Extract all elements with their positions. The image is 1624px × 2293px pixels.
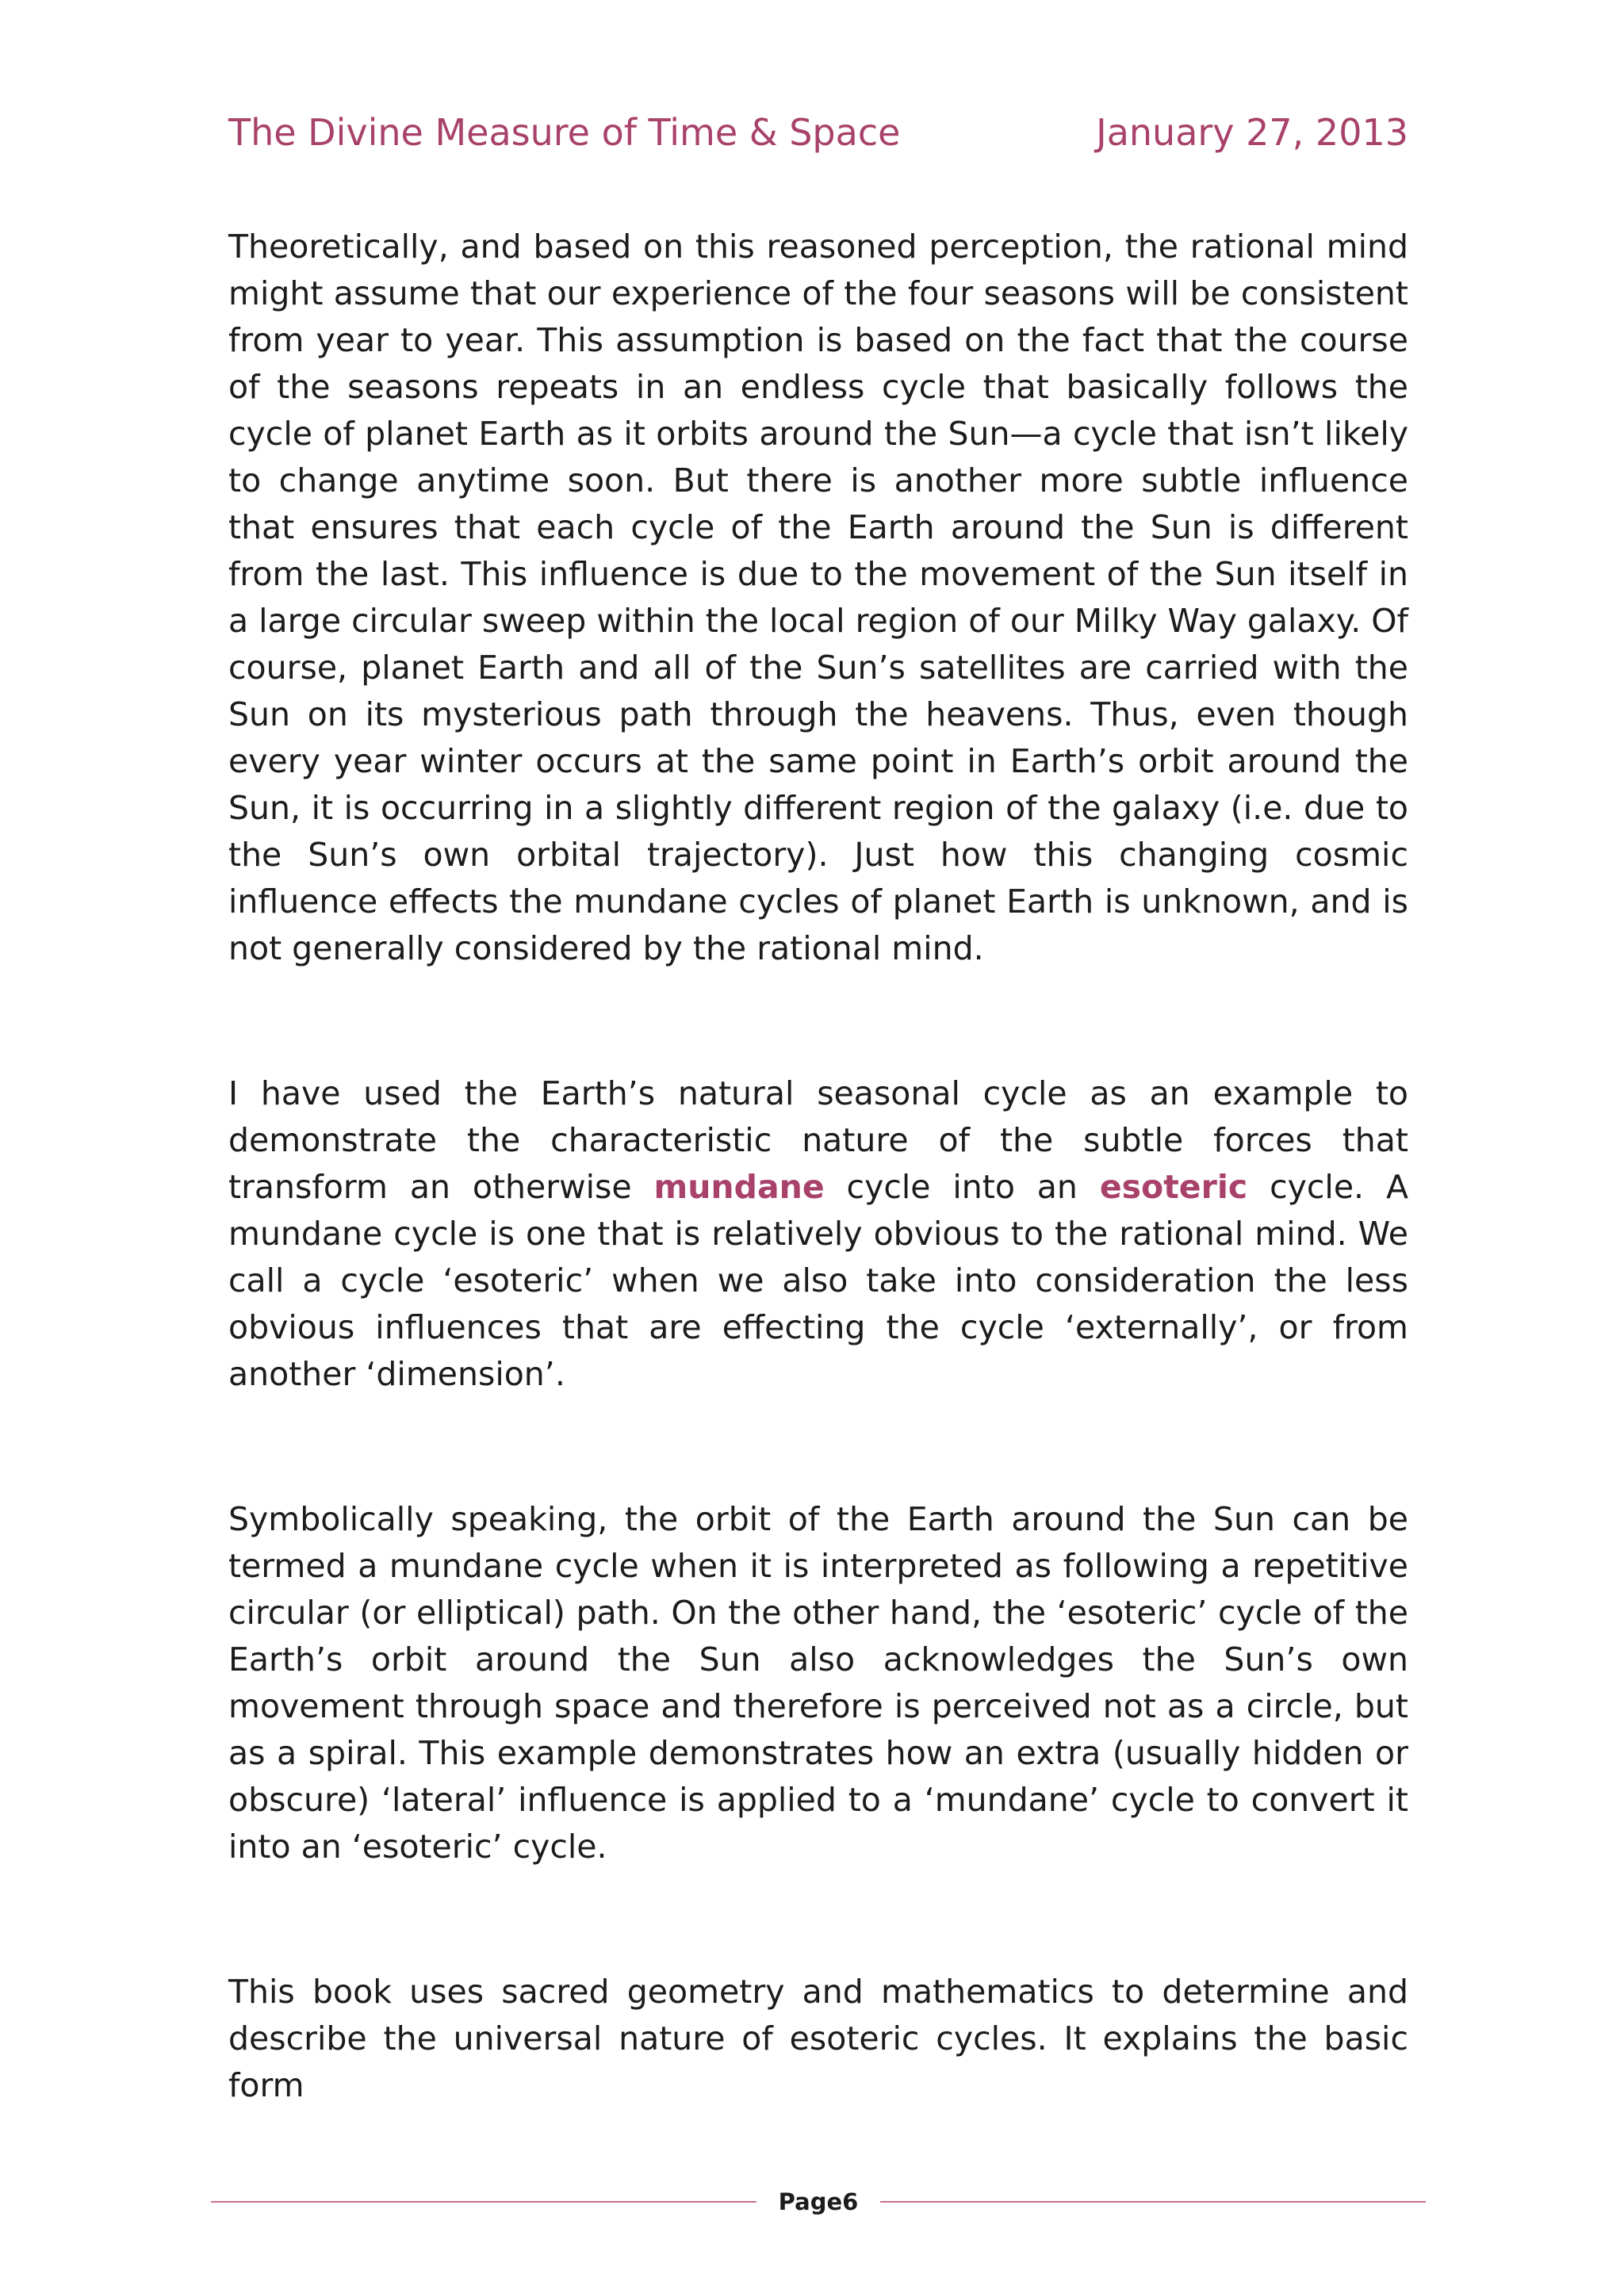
page-footer: [211, 2182, 1426, 2222]
paragraph-4: This book uses sacred geometry and mathematics to determine and describe the universal nature of esoteric cycles. It explains the basic form: [228, 1973, 1408, 2104]
body-text: [228, 224, 1408, 2109]
page-number: Page6: [778, 2188, 859, 2215]
paragraph-2-part-a: I have used the Earth’s natural seasonal cycle as an example to demonstrate the characteristic nature of the subtle forces that transform an otherwise: [228, 1074, 1408, 1206]
running-header: [228, 105, 1408, 160]
document-title: The Divine Measure of Time & Space: [228, 111, 901, 154]
paragraph-1: Theoretically, and based on this reasoned perception, the rational mind might assume that our experience of the four seasons will be consistent from year to year. This assumption is based on the fact that the course of the seasons repeats in an endless cycle that basically follows the cycle of planet Earth as it orbits around the Sun—a cycle that isn’t likely to change anytime soon. But there is another more subtle influence that ensures that each cycle of the Earth around the Sun is different from the last. This influence is due to the movement of the Sun itself in a large circular sweep within the local region of our Milky Way galaxy. Of course, planet Earth and all of the Sun’s satellites are carried with the Sun on its mysterious path through the heavens. Thus, even though every year winter occurs at the same point in Earth’s orbit around the Sun, it is occurring in a slightly different region of the galaxy (i.e. due to the Sun’s own orbital trajectory). Just how this changing cosmic influence effects the mundane cycles of planet Earth is unknown, and is not generally considered by the rational mind.: [228, 228, 1408, 967]
term-esoteric: esoteric: [1099, 1168, 1248, 1206]
term-mundane: mundane: [653, 1168, 825, 1206]
paragraph-2-part-c: cycle. A mundane cycle is one that is relatively obvious to the rational mind. We call a cycle ‘esoteric’ when we also take into consideration the less obvious influences that are effecting the cycle ‘externally’, or from another ‘dimension’.: [228, 1168, 1409, 1393]
paragraph-2-part-b: cycle into an: [824, 1168, 1100, 1206]
paragraph-3: Symbolically speaking, the orbit of the Earth around the Sun can be termed a mundane cycle when it is interpreted as following a repetitive circular (or elliptical) path. On the other hand, the ‘esoteric’ cycle of the Earth’s orbit around the Sun also acknowledges the Sun’s own movement through space and therefore is perceived not as a circle, but as a spiral. This example demonstrates how an extra (usually hidden or obscure) ‘lateral’ influence is applied to a ‘mundane’ cycle to convert it into an ‘esoteric’ cycle.: [228, 1500, 1408, 1866]
footer-rule-right: [880, 2201, 1426, 2203]
document-date: January 27, 2013: [1096, 111, 1408, 154]
paragraph-2: [228, 1070, 1408, 1398]
footer-rule-left: [211, 2201, 756, 2203]
